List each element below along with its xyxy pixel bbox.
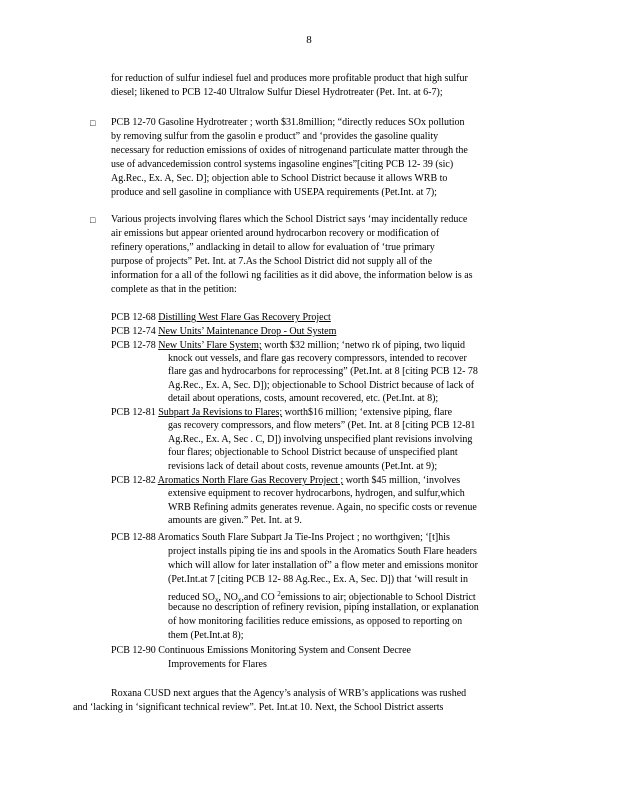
page-number: 8	[306, 34, 312, 46]
item-title: New Units’ Flare System;	[158, 340, 262, 351]
co-text: ,and CO	[241, 592, 275, 603]
item-text: worth $32 million; ‘netwo rk of piping, two liquid	[261, 340, 465, 351]
item-number: PCB 12-78	[111, 340, 156, 351]
item-continuation: detail about operations, costs, amount recovered, etc. (Pet.Int. at 8);	[168, 393, 439, 404]
item-continuation: Ag.Rec., Ex. A, Sec . C, D]) involving unspecified plant revisions involving	[168, 434, 473, 445]
item-line-12-68	[111, 312, 331, 324]
bullet1-line: by removing sulfur from the gasolin e product” and ‘provides the gasoline quality	[111, 131, 439, 142]
bullet2-line: air emissions but appear oriented around hydrocarbon recovery or modification of	[111, 228, 440, 239]
item-line-12-74	[111, 326, 336, 338]
item-number: PCB 12-81	[111, 407, 156, 418]
item-number: PCB 12-82	[111, 475, 156, 486]
item-continuation: knock out vessels, and flare gas recovery compressors, intended to recover	[168, 353, 467, 364]
item-line-12-81	[111, 407, 452, 419]
co-superscript: 2	[277, 590, 281, 598]
item-continuation: extensive equipment to recover hydrocarbons, hydrogen, and sulfur,which	[168, 488, 465, 499]
item-text: Aromatics South Flare Subpart Ja Tie-Ins Project ; no worthgiven; ‘[t]his	[155, 532, 450, 543]
bullet1-line: produce and sell gasoline in compliance with USEPA requirements (Pet.Int. at 7);	[111, 187, 437, 198]
bullet2-line: information for a all of the followi ng facilities as it did above, the information below is as	[111, 270, 473, 281]
item-text: worth$16 million; ‘extensive piping, flare	[282, 407, 453, 418]
intro-line: diesel; likened to PCB 12-40 Ultralow Sulfur Diesel Hydrotreater (Pet. Int. at 6-7);	[111, 87, 443, 98]
bullet2-line: Various projects involving flares which the School District says ‘may incidentally reduce	[111, 214, 468, 225]
bullet2-line: purpose of projects” Pet. Int. at 7.As the School District did not supply all of the	[111, 256, 433, 267]
item-line-12-82	[111, 475, 460, 487]
item-continuation: which will allow for later installation of” a flow meter and emissions monitor	[168, 560, 478, 571]
closing-line: Roxana CUSD next argues that the Agency’s analysis of WRB’s applications was rushed	[111, 688, 467, 699]
item-continuation: amounts are given.” Pet. Int. at 9.	[168, 515, 302, 526]
item-continuation: gas recovery compressors, and flow meters” (Pet. Int. at 8 [citing PCB 12-81	[168, 420, 476, 431]
item-title: Subpart Ja Revisions to Flares;	[158, 407, 283, 418]
item-continuation: of how monitoring facilities reduce emissions, as opposed to reporting on	[168, 616, 463, 627]
item-continuation: because no description of refinery revision, piping installation, or explanation	[168, 602, 479, 613]
item-title: New Units’ Maintenance Drop - Out System	[158, 326, 337, 337]
item-continuation: revisions lack of detail about costs, revenue amounts (Pet.Int. at 9);	[168, 461, 438, 472]
item-title: Distilling West Flare Gas Recovery Project	[158, 312, 331, 323]
item-continuation: Improvements for Flares	[168, 659, 267, 670]
item-continuation: four flares; objectionable to School District because of unspecified plant	[168, 447, 458, 458]
item-line-12-78	[111, 340, 465, 352]
item-number: PCB 12-90	[111, 645, 156, 656]
item-continuation: (Pet.Int.at 7 [citing PCB 12- 88 Ag.Rec., Ex. A, Sec. D]) that ‘will result in	[168, 574, 468, 585]
intro-line: for reduction of sulfur indiesel fuel and produces more profitable product that high sulfur	[111, 73, 468, 84]
item-continuation: WRB Refining admits generates revenue. Again, no specific costs or revenue	[168, 502, 477, 513]
item-continuation: flare gas and hydrocarbons for reprocessing” (Pet.Int. at 8 [citing PCB 12- 78	[168, 366, 478, 377]
bullet1-line: Ag.Rec., Ex. A, Sec. D]; objection able to School District because it allows WRB to	[111, 173, 448, 184]
co-rest: emissions to air; objectionable to School District	[280, 592, 476, 603]
bullet-icon: □	[90, 118, 96, 128]
item-number: PCB 12-68	[111, 312, 156, 323]
so-text: reduced SO	[168, 592, 215, 603]
no-subscript: x	[237, 596, 242, 604]
item-continuation: them (Pet.Int.at 8);	[168, 630, 244, 641]
no-text: , NO	[218, 592, 238, 603]
bullet2-line: refinery operations,” andlacking in detail to allow for evaluation of ‘true primary	[111, 242, 435, 253]
bullet1-line: necessary for reduction emissions of oxides of nitrogenand particulate matter through the	[111, 145, 468, 156]
bullet2-line: complete as that in the petition:	[111, 284, 237, 295]
so-subscript: x	[214, 596, 219, 604]
bullet1-line: PCB 12-70 Gasoline Hydrotreater ; worth $31.8million; “directly reduces SOx pollution	[111, 117, 465, 128]
bullet1-line: use of advancedemission control systems ingasoline engines”[citing PCB 12- 39 (sic)	[111, 159, 454, 170]
item-text: Continuous Emissions Monitoring System and Consent Decree	[155, 645, 411, 656]
bullet-icon: □	[90, 215, 96, 225]
item-text: worth $45 million, ‘involves	[343, 475, 461, 486]
item-line-12-90	[111, 645, 411, 657]
item-title: Aromatics North Flare Gas Recovery Project ;	[157, 475, 344, 486]
item-continuation: project installs piping tie ins and spools in the Aromatics South Flare headers	[168, 546, 477, 557]
item-number: PCB 12-88	[111, 532, 156, 543]
item-line-12-88	[111, 532, 450, 544]
item-continuation: Ag.Rec., Ex. A, Sec. D]); objectionable to School District because of lack of	[168, 380, 475, 391]
item-number: PCB 12-74	[111, 326, 156, 337]
closing-line: and ‘lacking in ‘significant technical review”. Pet. Int.at 10. Next, the School District asserts	[73, 702, 444, 713]
